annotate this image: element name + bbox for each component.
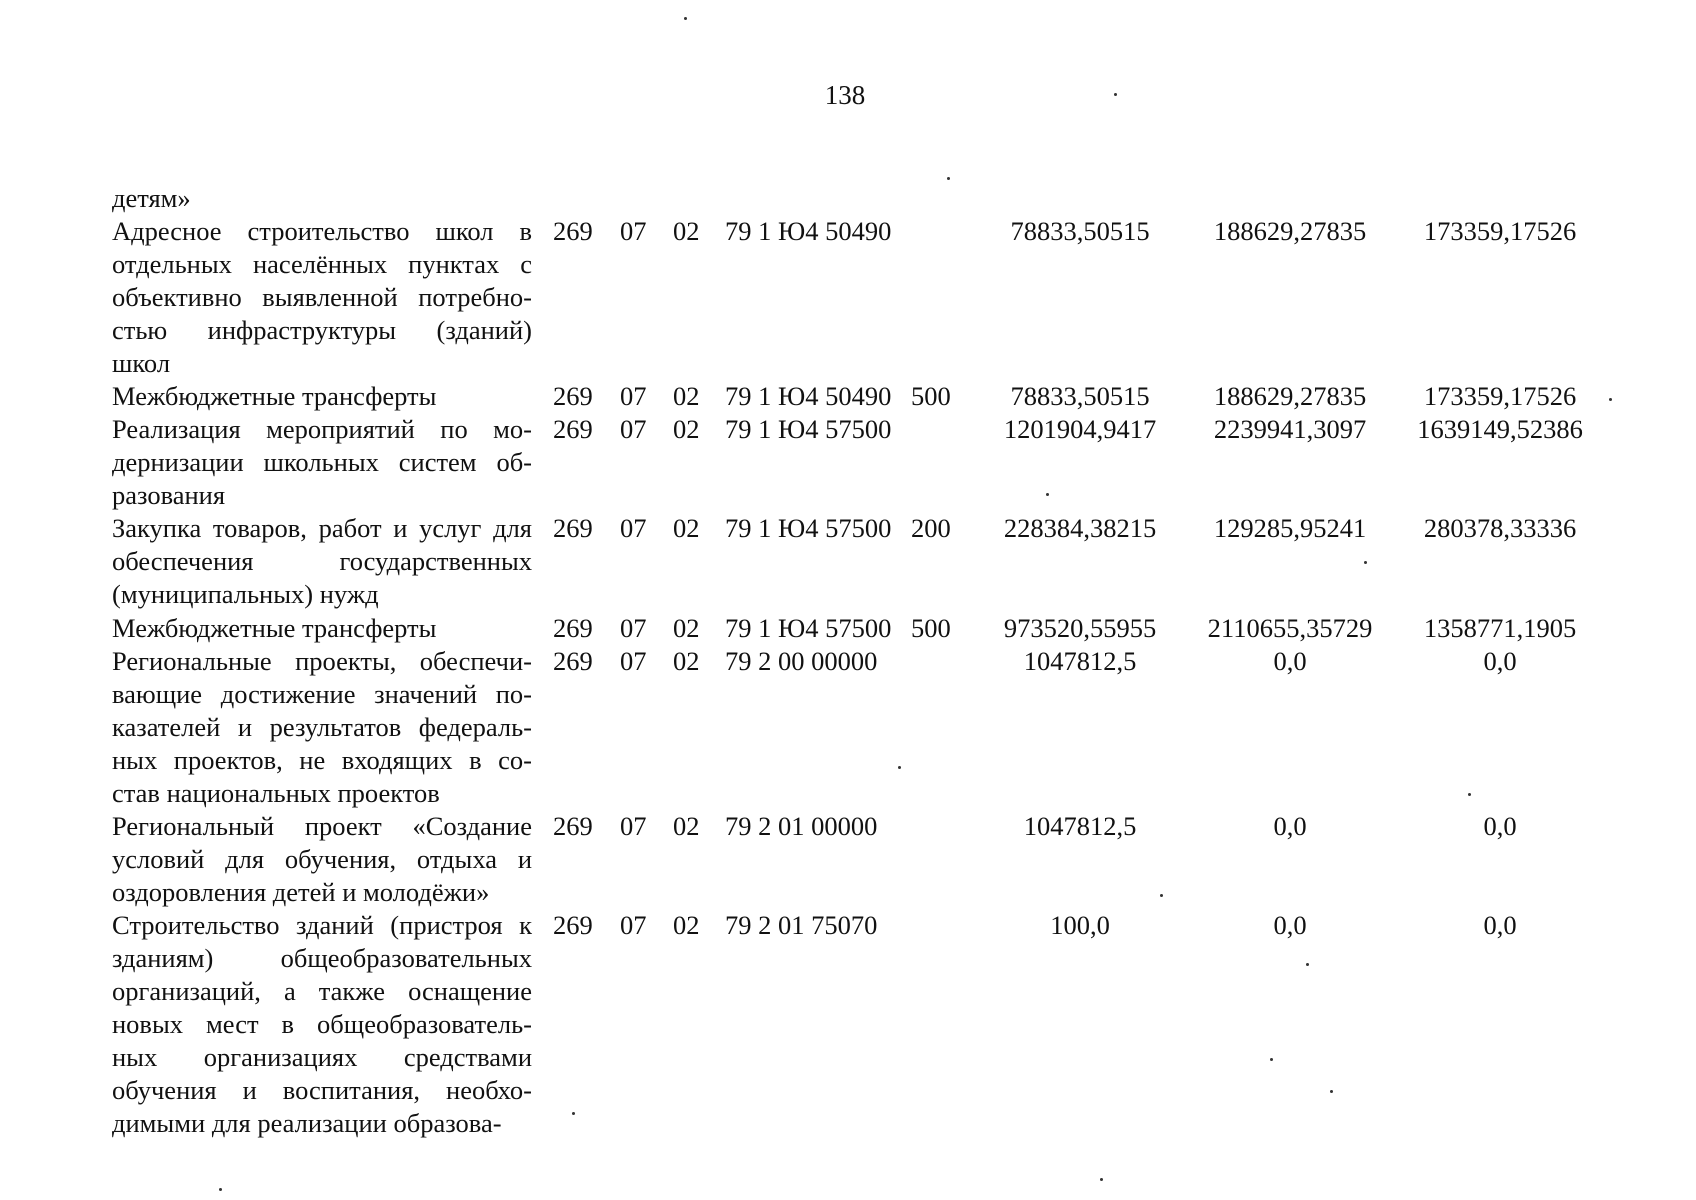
amount-year-1: 1047812,5 <box>1023 646 1137 676</box>
description-line: Адресное строительство школ в <box>112 216 532 246</box>
admin-code: 269 <box>553 216 593 246</box>
row-description <box>112 182 532 215</box>
scan-speck <box>1306 963 1309 966</box>
target-article-code: 79 2 00 00000 <box>725 646 878 676</box>
description-line: оздоровления детей и молодёжи» <box>112 877 490 907</box>
section-code: 07 <box>620 613 647 643</box>
description-line: Межбюджетные трансферты <box>112 613 437 643</box>
description-line: стью инфраструктуры (зданий) <box>112 315 532 345</box>
amount-year-3: 1639149,52386 <box>1417 414 1583 444</box>
section-code: 07 <box>620 646 647 676</box>
description-line: зданиям) общеобразовательных <box>112 943 532 973</box>
admin-code: 269 <box>553 381 593 411</box>
section-code: 07 <box>620 910 647 940</box>
scan-speck <box>898 766 901 769</box>
scan-speck <box>572 1112 575 1115</box>
description-line: димыми для реализации образова- <box>112 1108 502 1138</box>
row-description <box>112 909 532 1140</box>
amount-year-2: 0,0 <box>1273 910 1307 940</box>
subsection-code: 02 <box>673 613 700 643</box>
admin-code: 269 <box>553 414 593 444</box>
amount-year-2: 0,0 <box>1273 811 1307 841</box>
description-line: объективно выявленной потребно- <box>112 282 532 312</box>
description-line: Межбюджетные трансферты <box>112 381 437 411</box>
scan-speck <box>1160 894 1163 897</box>
subsection-code: 02 <box>673 216 700 246</box>
section-code: 07 <box>620 513 647 543</box>
description-line: детям» <box>112 183 191 213</box>
amount-year-1: 1201904,9417 <box>1003 414 1157 444</box>
description-line: обеспечения государственных <box>112 546 532 576</box>
description-line: вающие достижение значений по- <box>112 679 532 709</box>
description-line: условий для обучения, отдыха и <box>112 844 532 874</box>
amount-year-2: 188629,27835 <box>1213 216 1367 246</box>
description-line: Региональные проекты, обеспечи- <box>112 646 532 676</box>
row-description <box>112 645 532 810</box>
amount-year-2: 188629,27835 <box>1213 381 1367 411</box>
target-article-code: 79 1 Ю4 57500 <box>725 613 892 643</box>
description-line: Строительство зданий (пристроя к <box>112 910 532 940</box>
amount-year-3: 0,0 <box>1483 811 1517 841</box>
expense-type-code: 500 <box>911 381 951 411</box>
description-line: ных проектов, не входящих в со- <box>112 745 532 775</box>
description-line: Реализация мероприятий по мо- <box>112 414 532 444</box>
amount-year-3: 0,0 <box>1483 646 1517 676</box>
row-description <box>112 612 532 645</box>
target-article-code: 79 1 Ю4 57500 <box>725 513 892 543</box>
scan-speck <box>219 1188 222 1191</box>
target-article-code: 79 2 01 75070 <box>725 910 878 940</box>
subsection-code: 02 <box>673 414 700 444</box>
subsection-code: 02 <box>673 811 700 841</box>
target-article-code: 79 1 Ю4 57500 <box>725 414 892 444</box>
amount-year-2: 2110655,35729 <box>1207 613 1373 643</box>
amount-year-1: 973520,55955 <box>1003 613 1157 643</box>
subsection-code: 02 <box>673 910 700 940</box>
subsection-code: 02 <box>673 513 700 543</box>
admin-code: 269 <box>553 811 593 841</box>
amount-year-3: 173359,17526 <box>1423 216 1577 246</box>
target-article-code: 79 2 01 00000 <box>725 811 878 841</box>
description-line: Закупка товаров, работ и услуг для <box>112 513 532 543</box>
amount-year-1: 1047812,5 <box>1023 811 1137 841</box>
row-description <box>112 512 532 611</box>
scan-speck <box>1100 1178 1103 1181</box>
description-line: Региональный проект «Создание <box>112 811 532 841</box>
description-line: обучения и воспитания, необхо- <box>112 1075 532 1105</box>
scan-speck <box>1468 793 1471 796</box>
amount-year-1: 100,0 <box>1050 910 1110 940</box>
expense-type-code: 500 <box>911 613 951 643</box>
admin-code: 269 <box>553 910 593 940</box>
section-code: 07 <box>620 414 647 444</box>
target-article-code: 79 1 Ю4 50490 <box>725 381 892 411</box>
amount-year-2: 129285,95241 <box>1213 513 1367 543</box>
section-code: 07 <box>620 811 647 841</box>
amount-year-3: 1358771,1905 <box>1423 613 1577 643</box>
amount-year-2: 2239941,3097 <box>1213 414 1367 444</box>
amount-year-1: 78833,50515 <box>1010 381 1150 411</box>
admin-code: 269 <box>553 646 593 676</box>
scan-speck <box>1046 493 1049 496</box>
amount-year-3: 173359,17526 <box>1423 381 1577 411</box>
subsection-code: 02 <box>673 646 700 676</box>
scan-speck <box>1114 93 1117 96</box>
amount-year-1: 228384,38215 <box>1003 513 1157 543</box>
section-code: 07 <box>620 381 647 411</box>
expense-type-code: 200 <box>911 513 951 543</box>
section-code: 07 <box>620 216 647 246</box>
row-description <box>112 215 532 380</box>
description-line: ных организациях средствами <box>112 1042 532 1072</box>
description-line: новых мест в общеобразователь- <box>112 1009 532 1039</box>
amount-year-1: 78833,50515 <box>1010 216 1150 246</box>
amount-year-3: 280378,33336 <box>1423 513 1577 543</box>
amount-year-3: 0,0 <box>1483 910 1517 940</box>
row-description <box>112 380 532 413</box>
scan-speck <box>1270 1058 1273 1061</box>
scan-speck <box>1609 398 1612 401</box>
target-article-code: 79 1 Ю4 50490 <box>725 216 892 246</box>
scan-speck <box>1364 561 1367 564</box>
row-description <box>112 810 532 909</box>
scan-speck <box>684 17 687 20</box>
description-line: разования <box>112 480 226 510</box>
amount-year-2: 0,0 <box>1273 646 1307 676</box>
admin-code: 269 <box>553 513 593 543</box>
description-line: школ <box>112 348 171 378</box>
scan-speck <box>1330 1090 1333 1093</box>
description-line: организаций, а также оснащение <box>112 976 532 1006</box>
description-line: став национальных проектов <box>112 778 440 808</box>
page-number: 138 <box>824 80 866 110</box>
subsection-code: 02 <box>673 381 700 411</box>
description-line: (муниципальных) нужд <box>112 579 379 609</box>
description-line: отдельных населённых пунктах с <box>112 249 532 279</box>
admin-code: 269 <box>553 613 593 643</box>
row-description <box>112 413 532 512</box>
description-line: дернизации школьных систем об- <box>112 447 532 477</box>
scan-speck <box>947 177 950 180</box>
description-line: казателей и результатов федераль- <box>112 712 532 742</box>
